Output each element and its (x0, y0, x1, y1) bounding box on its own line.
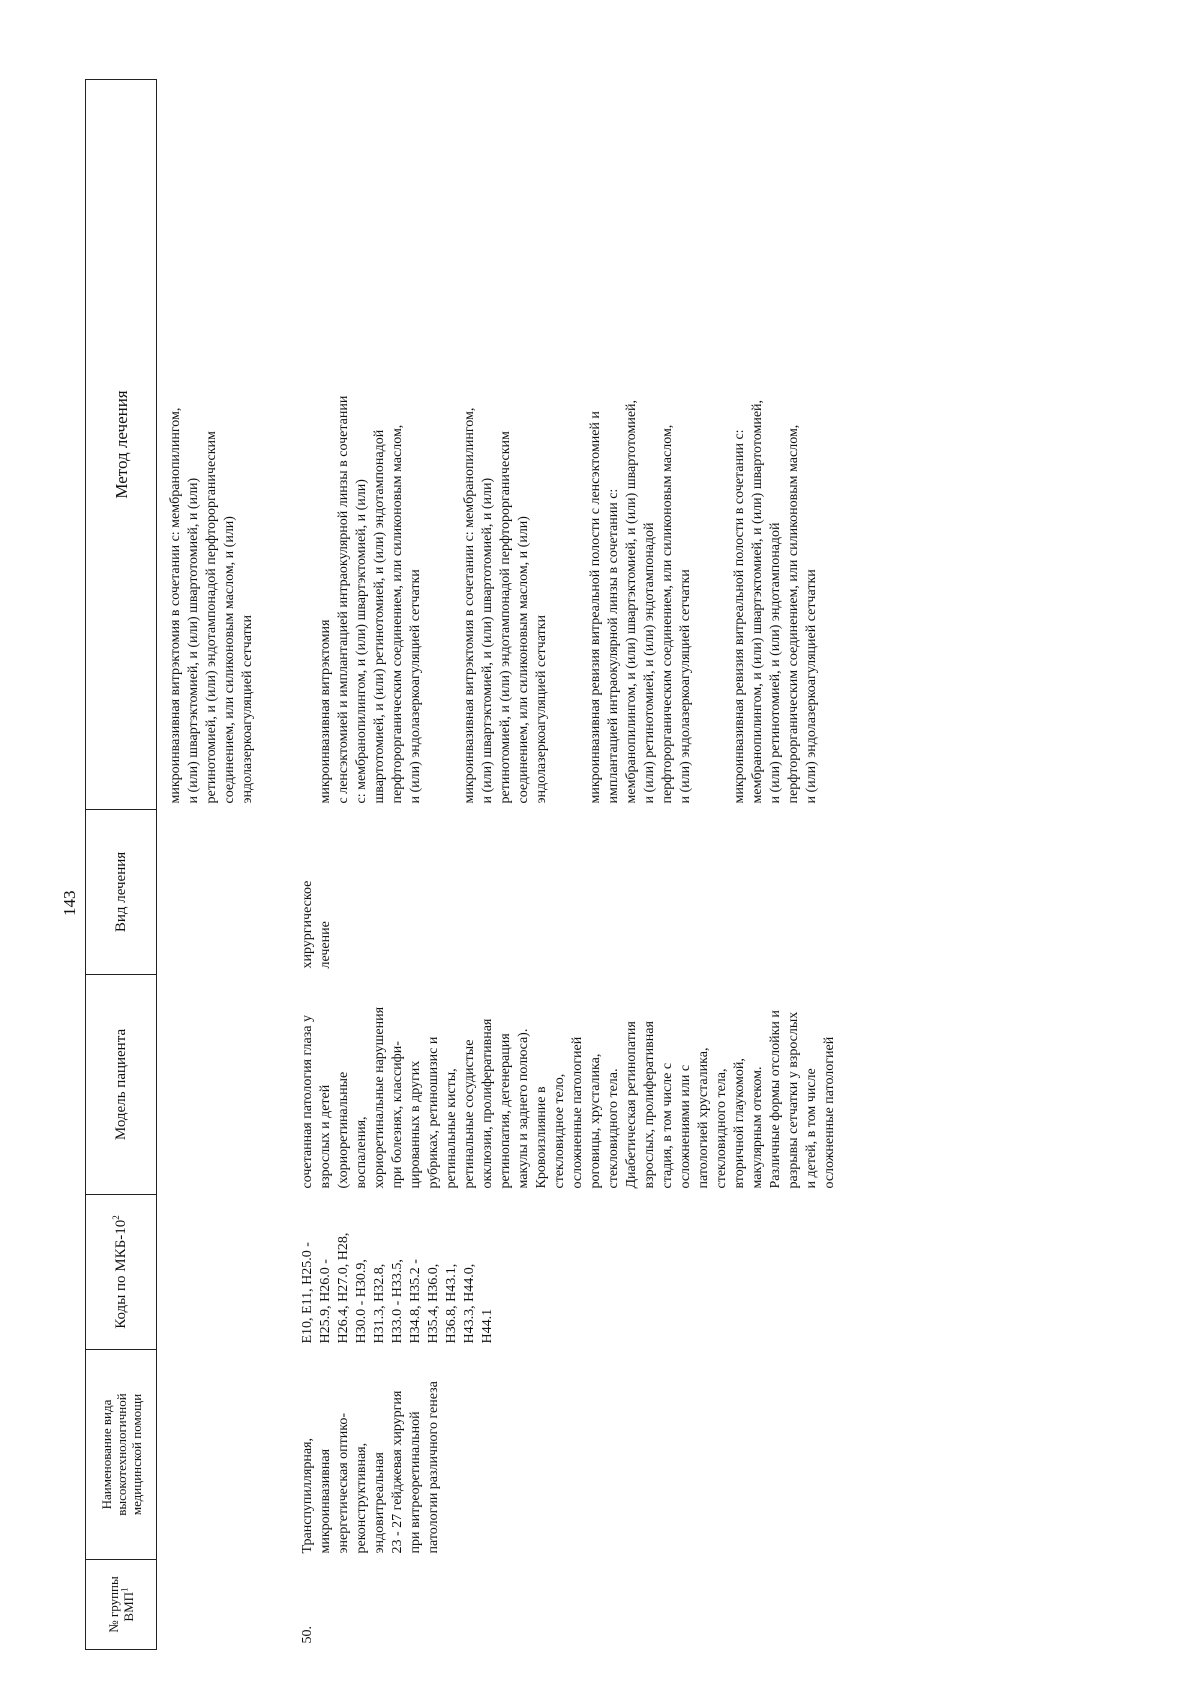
header-group-number: № группы ВМП$^1$ (86, 1560, 157, 1650)
cell-icd-codes: E10, E11, H25.0 - H25.9, H26.0 - H26.4, H27.0, H28, H30.0 - H30.9, H31.3, H32.8, H33.0 - H33.5, H34.8, H35.2 - H35.4, H36.0, H36.8, H43.1, H43.3, H44.0, H44.1 (300, 1232, 495, 1344)
cell-empty (157, 810, 288, 975)
cell-patient-model: сочетанная патология глаза у взрослых и детей (хориоретинальные воспаления, хориоретинальные нарушения при болезнях, классифи- цированных в других рубриках, ретиношизис и ретинальные кисты, ретинальные сосудистые окклюзии, пролиферативная ретинопатия, дегенерация макулы и заднего полюса). Кровоизлияние в стекловидное тело, осложненные патологией роговицы, хрусталика, стекловидного тела. Диабетическая ретинопатия взрослых, пролиферативная стадия, в том числе с осложнениями или с патологией хрусталика, стекловидного тела, вторичной глаукомой, макулярным отеком. Различные формы отслойки и разрывы сетчатки у взрослых и детей, в том числе осложненные патологией (300, 1006, 837, 1189)
header-treatment-type: Вид лечения (86, 810, 157, 975)
header-treatment-method: Метод лечения (86, 80, 157, 810)
cell-treatment-type: хирургическое лечение (300, 880, 333, 969)
treatment-table (85, 79, 859, 1650)
cell-method-continuation: микроинвазивная витрэктомия в сочетании с: мембранопилингом, и (или) швартэктомией, и (или) швартотомией, и (или) ретинотомией, и (или) эндотампонадой перфторорганическим соединением, или силиконовым маслом, и (или) эндолазеркоагуляцией сетчатки (168, 407, 255, 804)
cell-empty (157, 1195, 288, 1350)
table-row-group-50 (287, 80, 859, 1650)
cell-empty (157, 975, 288, 1195)
header-care-type-name: Наименование вида высокотехнологичной медицинской помощи (86, 1350, 157, 1560)
cell-group-number: 50. (300, 1626, 315, 1644)
cell-care-type-name: Транспупиллярная, микроинвазивная энергетическая оптико- реконструктивная, эндовитреальная 23 - 27 гейджевая хирургия при витреоретинальной патологии различного генеза (300, 1381, 441, 1554)
treatment-method-item: микроинвазивная витрэктомия в сочетании с: мембранопилингом, и (или) швартэктомией, и (или) швартотомией, и (или) ретинотомией, и (или) эндотампонадой перфторорганическим соединением, или силиконовым маслом, и (или) эндолазеркоагуляцией сетчатки (462, 407, 549, 804)
table-header (86, 80, 157, 1650)
treatment-method-item: микроинвазивная ревизия витреальной полости с ленсэктомией и имплантацией интраокулярной линзы в сочетании с: мембранопилингом, и (или) швартэктомией, и (или) швартотомией, и (или) ретинотомией, и (или) эндотампонадой перфторорганическим соединением, или силиконовым маслом, и (или) эндолазеркоагуляцией сетчатки (588, 399, 693, 804)
table-row-continuation (157, 80, 288, 1650)
cell-empty (157, 1350, 288, 1560)
cell-empty (157, 1560, 288, 1650)
treatment-method-item: микроинвазивная витрэктомия с ленсэктомией и имплантацией интраокулярной линзы в сочетании с: мембранопилингом, и (или) швартэктомией, и (или) швартотомией, и (или) ретинотомией, и (или) эндотампонадой перфторорганическим соединением, или силиконовым маслом, и (или) эндолазеркоагуляцией сетчатки (318, 395, 423, 804)
header-patient-model: Модель пациента (86, 975, 157, 1195)
cell-treatment-methods (287, 80, 859, 810)
header-icd-codes: Коды по МКБ-$10^2$ (86, 1195, 157, 1350)
page-number: 143 (60, 890, 79, 916)
treatment-method-item: микроинвазивная ревизия витреальной полости в сочетании с: мембранопилингом, и (или) швартэктомией, и (или) швартотомией, и (или) ретинотомией, и (или) эндотампонадой перфторорганическим соединением, или силиконовым маслом, и (или) эндолазеркоагуляцией сетчатки (732, 399, 819, 804)
